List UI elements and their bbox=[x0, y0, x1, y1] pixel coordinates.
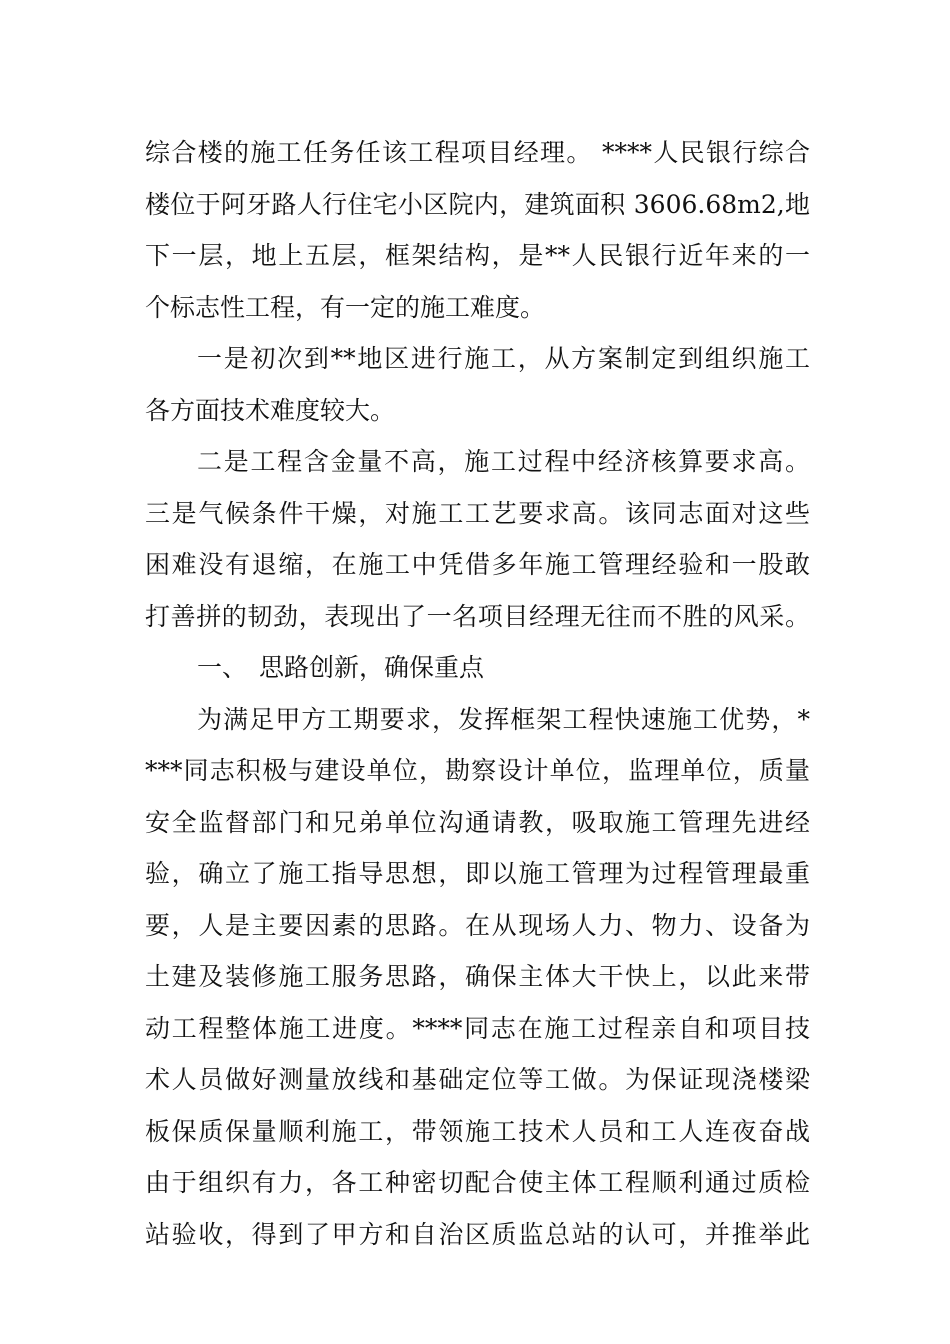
text-line: 土建及装修施工服务思路，确保主体大干快上，以此来带 bbox=[145, 962, 810, 991]
text-line: 一是初次到**地区进行施工，从方案制定到组织施工 bbox=[197, 344, 810, 373]
text-line: 由于组织有力，各工种密切配合使主体工程顺利通过质检 bbox=[145, 1168, 810, 1197]
heading-number: 一、 bbox=[197, 653, 248, 682]
body-text bbox=[145, 127, 810, 1260]
text-line: 术人员做好测量放线和基础定位等工做。为保证现浇楼梁 bbox=[145, 1065, 810, 1094]
text-line: 楼位于阿牙路人行住宅小区院内，建筑面积 3606.68m2,地 bbox=[145, 189, 810, 219]
text-line: 综合楼的施工任务任该工程项目经理。 ****人民银行综合 bbox=[145, 138, 810, 167]
text-line: 验，确立了施工指导思想，即以施工管理为过程管理最重 bbox=[145, 859, 810, 888]
text-line: 为满足甲方工期要求，发挥框架工程快速施工优势，* bbox=[197, 704, 810, 734]
text-line: 三是气候条件干燥，对施工工艺要求高。该同志面对这些 bbox=[145, 498, 810, 528]
text-line: 动工程整体施工进度。****同志在施工过程亲自和项目技 bbox=[145, 1013, 810, 1043]
section-heading bbox=[145, 642, 810, 694]
text-line: 个标志性工程，有一定的施工难度。 bbox=[145, 292, 546, 322]
text-line: ***同志积极与建设单位，勘察设计单位，监理单位，质量 bbox=[145, 756, 810, 785]
text-line: 打善拼的韧劲，表现出了一名项目经理无往而不胜的风采。 bbox=[145, 601, 810, 631]
text-line: 安全监督部门和兄弟单位沟通请教，吸取施工管理先进经 bbox=[145, 807, 810, 837]
text-line: 下一层，地上五层，框架结构，是**人民银行近年来的一 bbox=[145, 241, 810, 270]
text-line: 站验收，得到了甲方和自治区质监总站的认可，并推举此 bbox=[145, 1219, 810, 1249]
text-line: 各方面技术难度较大。 bbox=[145, 395, 396, 425]
text-line: 板保质保量顺利施工，带领施工技术人员和工人连夜奋战 bbox=[145, 1116, 810, 1146]
heading-title: 思路创新，确保重点 bbox=[259, 653, 485, 682]
text-line: 二是工程含金量不高，施工过程中经济核算要求高。 bbox=[197, 447, 810, 476]
text-line: 困难没有退缩，在施工中凭借多年施工管理经验和一股敢 bbox=[145, 550, 810, 579]
text-line: 要，人是主要因素的思路。在从现场人力、物力、设备为 bbox=[145, 910, 810, 940]
